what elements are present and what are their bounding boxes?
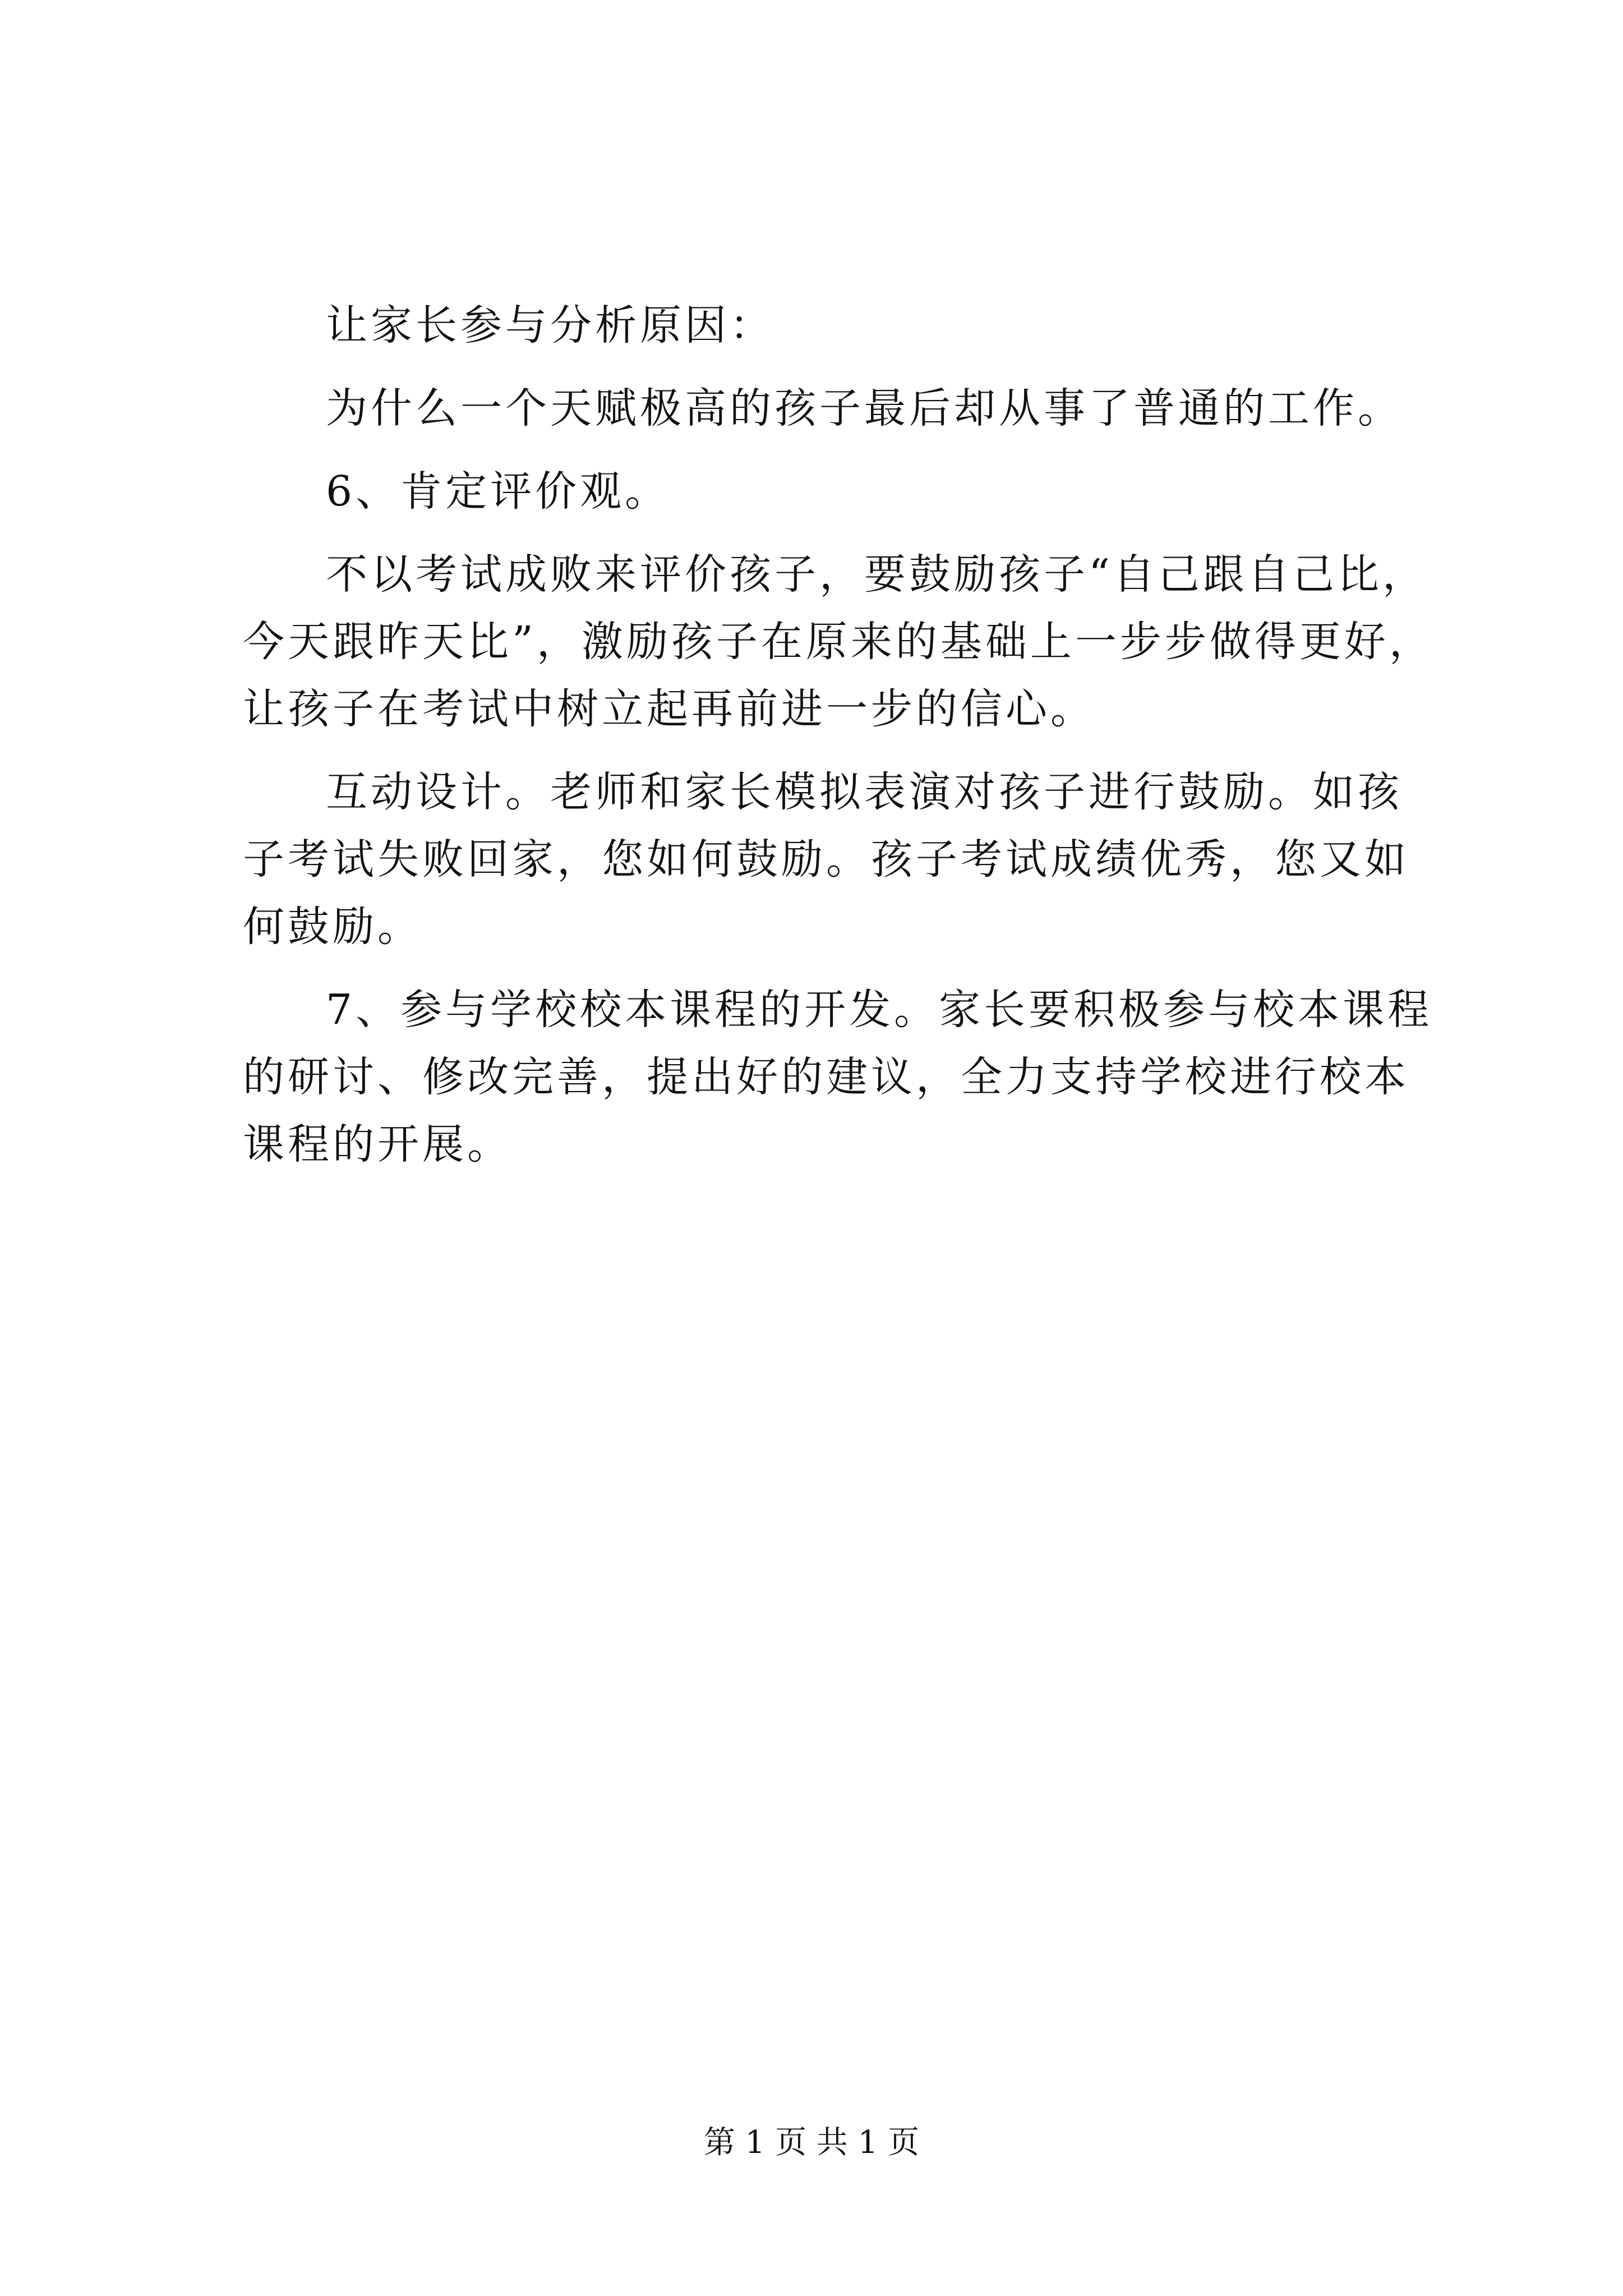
paragraph-2: 为什么一个天赋极高的孩子最后却从事了普通的工作。 bbox=[326, 384, 1403, 432]
paragraph-4: 不以考试成败来评价孩子，要鼓励孩子“自己跟自己比，今天跟昨天比”，激励孩子在原来的基础上一步步做得更好，让孩子在考试中树立起再前进一步的信心。 bbox=[243, 550, 1434, 733]
page-footer: 第 1 页 共 1 页 bbox=[703, 2124, 920, 2161]
document-body bbox=[243, 292, 1437, 1194]
paragraph-5: 互动设计。老师和家长模拟表演对孩子进行鼓励。如孩子考试失败回家，您如何鼓励。孩子考试成绩优秀，您又如何鼓励。 bbox=[243, 768, 1409, 951]
paragraph-3: 6、肯定评价观。 bbox=[326, 467, 670, 516]
paragraph-6: 7、参与学校校本课程的开发。家长要积极参与校本课程的研讨、修改完善，提出好的建议，全力支持学校进行校本课程的开展。 bbox=[243, 986, 1433, 1168]
paragraph-1: 让家长参与分析原因： bbox=[326, 301, 774, 349]
